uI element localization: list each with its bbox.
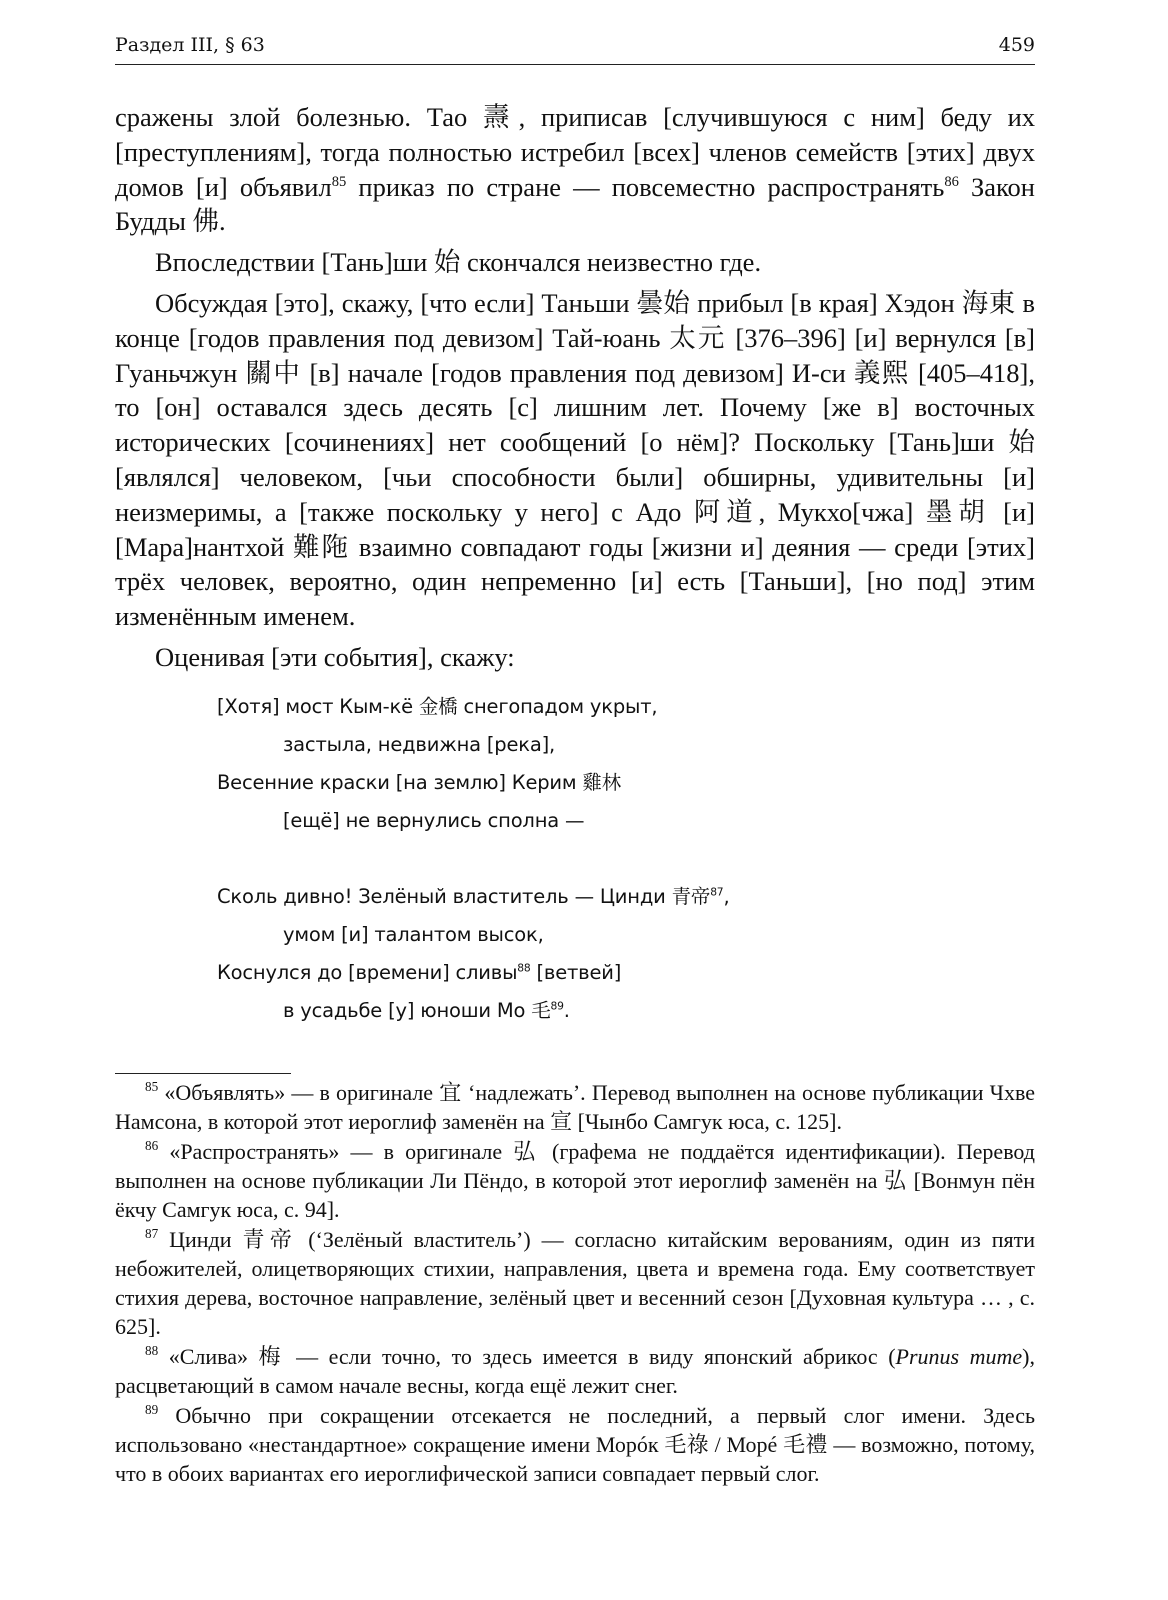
stanza-break <box>217 840 937 878</box>
footnote-ref: 89 <box>145 1401 159 1417</box>
footnote <box>115 1342 1035 1400</box>
text-run: Впоследствии [Тань]ши 始 скончался неизвестно где. <box>155 247 762 278</box>
poem-line <box>217 802 937 840</box>
footnote-ref: 87 <box>710 885 724 899</box>
text-run: сражены злой болезнью. Тао 燾, приписав [случившуюся с ним] беду их [преступлениям], тогда полностью истребил [всех] членов семейств [этих] двух домов [и] объявил <box>115 102 1035 202</box>
text-run: Обычно при сокращении отсекается не последний, а первый слог имени. Здесь использовано «нестандартное» сокращение имени Морóк 毛祿 / Морé 毛禮 — возможно, потому, что в обоих вариантах его иероглифической записи совпадает первый слог. <box>115 1403 1035 1486</box>
footnote-divider <box>115 1073 291 1074</box>
footnote-ref: 85 <box>145 1078 159 1094</box>
text-run: , <box>723 885 730 908</box>
text-run: . <box>563 999 570 1022</box>
text-run: приказ по стране — повсеместно распространять <box>346 171 945 202</box>
footnote-ref: 86 <box>944 173 959 190</box>
text-run: [Хотя] мост Кым-кё 金橋 снегопадом укрыт, <box>217 695 658 718</box>
paragraph <box>115 640 1035 675</box>
poem <box>217 688 937 1030</box>
footnote-ref: 85 <box>331 173 347 190</box>
footnote <box>115 1225 1035 1341</box>
footnote-ref: 88 <box>145 1342 159 1358</box>
page-number: 459 <box>998 34 1035 56</box>
footnotes <box>115 1078 1035 1489</box>
text-run: застыла, недвижна [река], <box>283 733 555 756</box>
text-run: [ещё] не вернулись сполна — <box>283 809 585 832</box>
poem-line <box>217 954 937 992</box>
italic-text: Prunus mume <box>895 1344 1023 1369</box>
text-run: [ветвей] <box>530 961 622 984</box>
footnote <box>115 1137 1035 1224</box>
paragraph <box>115 100 1035 239</box>
text-run: Весенние краски [на землю] Керим 雞林 <box>217 771 622 794</box>
footnote-ref: 86 <box>145 1137 159 1153</box>
paragraph <box>115 245 1035 280</box>
main-text <box>115 100 1035 675</box>
text-run: ), расцветающий в самом начале весны, когда ещё лежит снег. <box>115 1344 1035 1398</box>
text-run: Цинди 青帝 (‘Зелёный властитель’) — согласно китайским верованиям, один из пяти небожителей, олицетворяющих стихии, направления, цвета и времена года. Ему соответствует стихия дерева, восточное направление, зелёный цвет и весенний сезон [Духовная культура … , с. 625]. <box>115 1227 1035 1339</box>
footnote-ref: 89 <box>550 999 564 1013</box>
text-run: Сколь дивно! Зелёный властитель — Цинди 青帝 <box>217 885 711 908</box>
poem-line <box>217 764 937 802</box>
section-title: Раздел III, § 63 <box>115 34 265 56</box>
poem-line <box>217 916 937 954</box>
text-run: «Слива» 梅 — если точно, то здесь имеется в виду японский абрикос ( <box>158 1344 896 1369</box>
poem-line <box>217 688 937 726</box>
footnote <box>115 1401 1035 1488</box>
footnote <box>115 1078 1035 1136</box>
text-run: в усадьбе [у] юноши Мо 毛 <box>283 999 551 1022</box>
footnote-ref: 87 <box>145 1225 159 1241</box>
poem-line <box>217 726 937 764</box>
text-run: «Распространять» — в оригинале 弘 (графема не поддаётся идентификации). Перевод выполнен на основе публикации Ли Пёндо, в которой этот иероглиф заменён на 弘 [Вонмун пён ёкчу Самгук юса, с. 94]. <box>115 1139 1035 1222</box>
text-run: Коснулся до [времени] сливы <box>217 961 518 984</box>
text-run: Оценивая [эти события], скажу: <box>155 641 515 672</box>
running-header <box>115 30 1035 65</box>
text-run: Закон Будды 佛. <box>115 171 1035 237</box>
text-run: Обсуждая [это], скажу, [что если] Таньши 曇始 прибыл [в края] Хэдон 海東 в конце [годов правления под девизом] Тай-юань 太元 [376–396] [и] вернулся [в] Гуаньчжун 關中 [в] начале [годов правления под девизом] И-си 義熙 [405–418], то [он] оставался здесь десять [с] лишним лет. Почему [же в] восточных исторических [сочинениях] нет сообщений [о нём]? Поскольку [Тань]ши 始 [являлся] человеком, [чьи способности были] обширны, удивительны [и] неизмеримы, а [также поскольку у него] с Адо 阿道, Мукхо[чжа] 墨胡 [и] [Мара]нантхой 難陁 взаимно совпадают годы [жизни и] деяния — среди [этих] трёх человек, вероятно, один непременно [и] есть [Таньши], [но под] этим изменённым именем. <box>115 287 1035 632</box>
poem-line <box>217 878 937 916</box>
paragraph <box>115 286 1035 634</box>
text-run: «Объявлять» — в оригинале 宜 ‘надлежать’. Перевод выполнен на основе публикации Чхве Намсона, в которой этот иероглиф заменён на 宣 [Чынбо Самгук юса, с. 125]. <box>115 1080 1035 1134</box>
footnote-ref: 88 <box>517 961 531 975</box>
poem-line <box>217 992 937 1030</box>
text-run: умом [и] талантом высок, <box>283 923 544 946</box>
